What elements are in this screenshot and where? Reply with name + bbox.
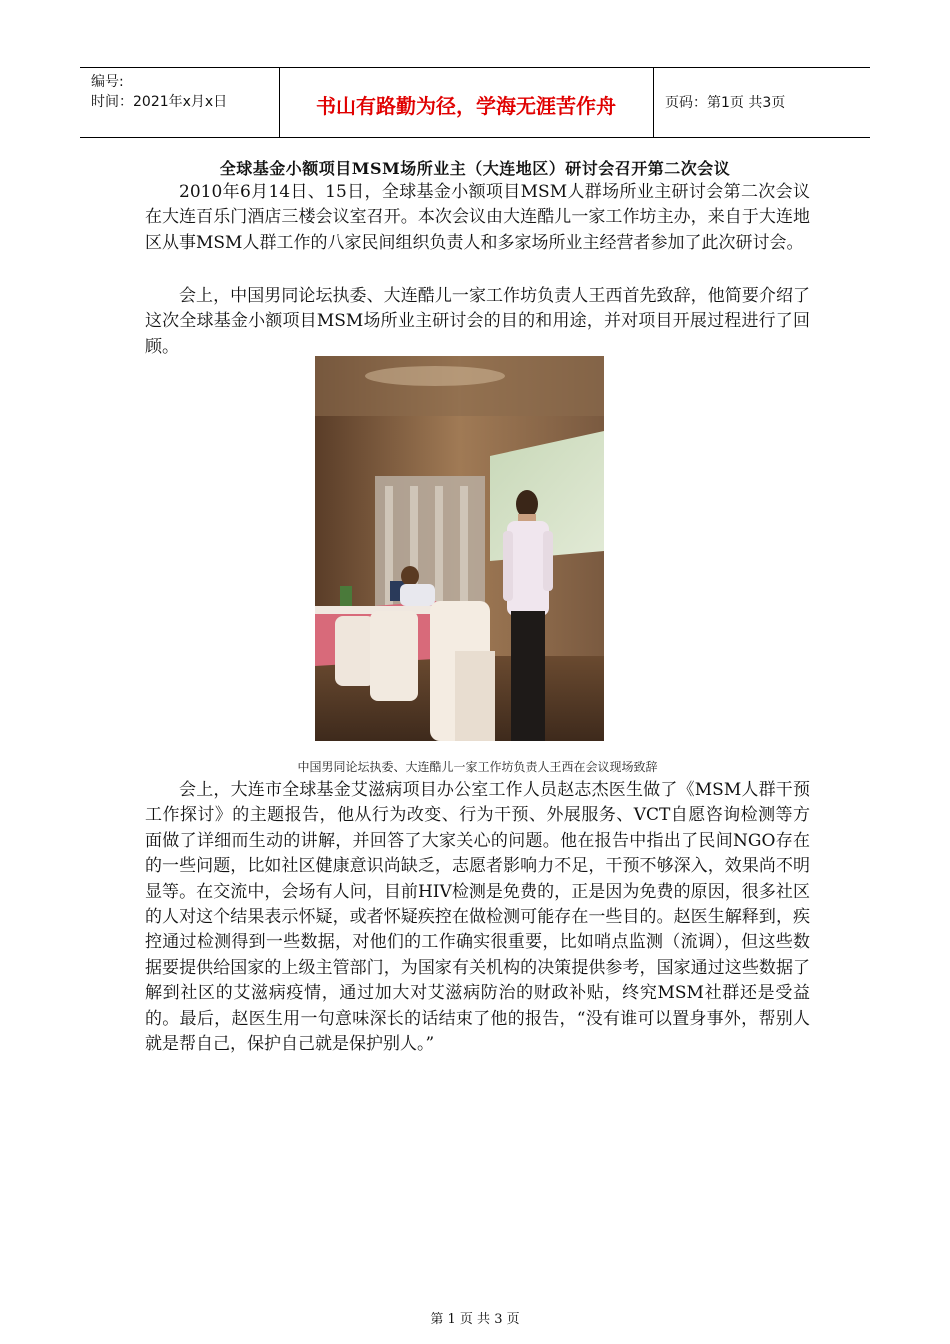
page-footer: 第 1 页 共 3 页 bbox=[430, 1312, 520, 1327]
article-title: 全球基金小额项目MSM场所业主（大连地区）研讨会召开第二次会议 bbox=[219, 159, 731, 178]
paragraph: 会上，中国男同论坛执委、大连酷儿一家工作坊负责人王西首先致辞，他简要介绍了这次全球基金小额项目MSM场所业主研讨会的目的和用途，并对项目开展过程进行了回顾。 bbox=[145, 286, 810, 357]
meeting-photo-illustration bbox=[315, 356, 604, 741]
header-divider bbox=[653, 68, 654, 137]
number-label: 编号: bbox=[91, 74, 124, 90]
photo-caption: 中国男同论坛执委、大连酷儿一家工作坊负责人王西在会议现场致辞 bbox=[297, 760, 658, 774]
meeting-photo bbox=[315, 356, 604, 741]
date-label: 时间：2021年x月x日 bbox=[91, 94, 228, 110]
paragraph: 会上，大连市全球基金艾滋病项目办公室工作人员赵志杰医生做了《MSM人群干预工作探讨》的主题报告，他从行为改变、行为干预、外展服务、VCT自愿咨询检测等方面做了详细而生动的讲解，并回答了大家关心的问题。他在报告中指出了民间NGO存在的一些问题，比如社区健康意识尚缺乏，志愿者影响力不足，干预不够深入，效果尚不明显等。在交流中，会场有人问，目前HIV检测是免费的，正是因为免费的原因，很多社区的人对这个结果表示怀疑，或者怀疑疾控在做检测可能存在一些目的。赵医生解释到，疾控通过检测得到一些数据，对他们的工作确实很重要，比如哨点监测（流调），但这些数据要提供给国家的上级主管部门，为国家有关机构的决策提供参考，国家通过这些数据了解到社区的艾滋病疫情，通过加大对艾滋病防治的财政补贴，终究MSM社群还是受益的。最后，赵医生用一句意味深长的话结束了他的报告，“没有谁可以置身事外，帮别人就是帮自己，保护自己就是保护别人。” bbox=[145, 780, 810, 1055]
header-meta bbox=[91, 72, 276, 112]
paragraph: 2010年6月14日、15日，全球基金小额项目MSM人群场所业主研讨会第二次会议在大连百乐门酒店三楼会议室召开。本次会议由大连酷儿一家工作坊主办，来自于大连地区从事MSM人群工作的八家民间组织负责人和多家场所业主经营者参加了此次研讨会。 bbox=[145, 182, 810, 253]
document-header bbox=[80, 67, 870, 138]
header-motto: 书山有路勤为径，学海无涯苦作舟 bbox=[316, 94, 616, 118]
header-page-info: 页码：第1页 共3页 bbox=[665, 95, 786, 111]
